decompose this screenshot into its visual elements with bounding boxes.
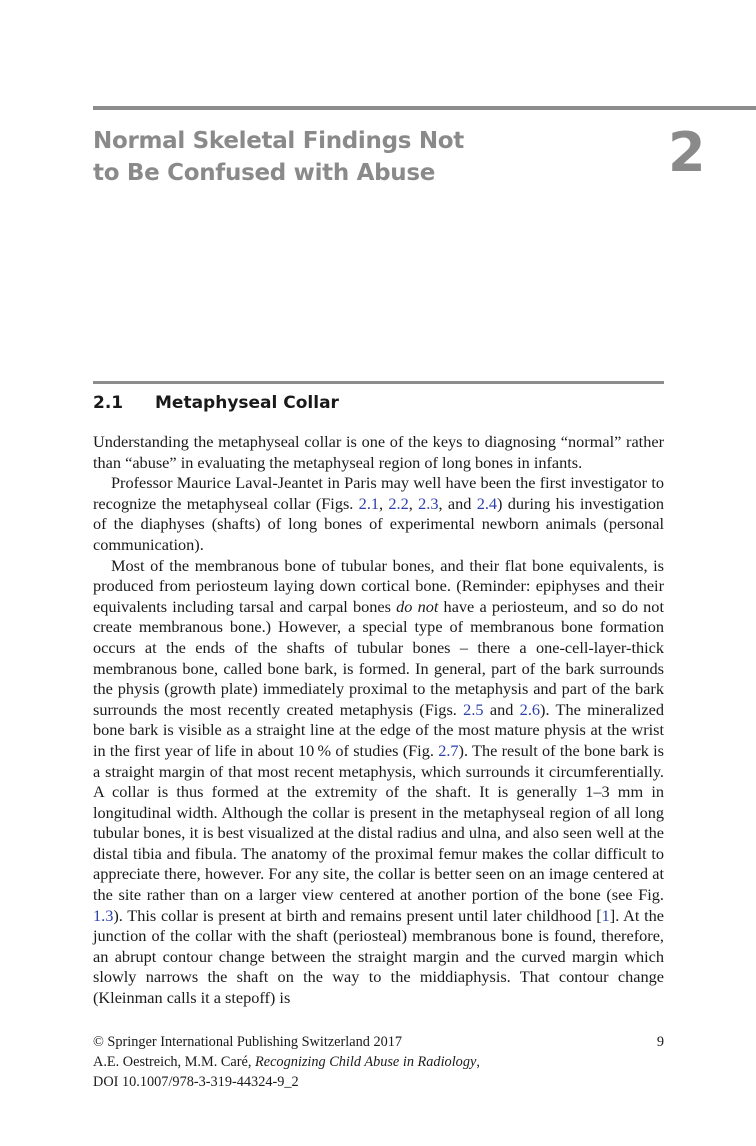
chapter-top-rule (93, 106, 756, 110)
emphasis-text: do not (396, 596, 439, 616)
body-text (93, 432, 664, 1009)
paragraph-1: Understanding the metaphyseal collar is one of the keys to diagnosing “normal” rather than “abuse” in evaluating the metaphyseal region of long bones in infants. (93, 432, 664, 472)
authors: A.E. Oestreich, M.M. Caré, (93, 1054, 255, 1070)
paragraph-text: , (408, 493, 419, 513)
section-title: Metaphyseal Collar (155, 393, 339, 413)
paragraph-text: , and (438, 493, 477, 513)
paragraph-text: ). This collar is present at birth and remains present until later childhood [ (113, 905, 602, 925)
figure-link[interactable]: 2.5 (463, 699, 484, 719)
paragraph-2 (93, 473, 664, 555)
figure-link[interactable]: 2.1 (358, 493, 380, 513)
paragraph-text: ). The result of the bone bark is a straight margin of that most recent metaphysis, which surrounds it circumferentially. A collar is thus formed at the extremity of the shaft. It is generally 1–3 mm in longitudinal width. Although the collar is present in the metaphyseal region of all long tubular bones, it is best visualized at the distal radius and ulna, and also seen well at the distal tibia and fibula. The anatomy of the proximal femur makes the collar difficult to appreciate there, however. For any site, the collar is better seen on an image centered at the site rather than on a larger view centered at another portion of the bone (see Fig. (93, 740, 664, 905)
chapter-number: 2 (668, 121, 706, 184)
paragraph-text: Professor Maurice Laval-Jeantet in Paris may well have been the first investigator to recognize the metaphyseal collar (Figs. (93, 473, 664, 513)
figure-link[interactable]: 2.4 (476, 493, 498, 513)
chapter-title-line-1: Normal Skeletal Findings Not (93, 128, 464, 154)
copyright-footer (93, 1032, 664, 1092)
paragraph-text: have a periosteum, and so do not create membranous bone.) However, a special type of membranous bone formation occurs at the ends of the shafts of tubular bones – there a one-cell-layer-thick membranous bone, called bone bark, is formed. In general, part of the bark surrounds the physis (growth plate) immediately proximal to the metaphysis and part of the bark surrounds the most recently created metaphysis (Figs. (93, 596, 664, 719)
paragraph-text: and (483, 699, 520, 719)
book-title: Recognizing Child Abuse in Radiology (255, 1054, 477, 1070)
paragraph-text: ) during his investigation of the diaphyses (shafts) of long bones of experimental newborn animals (personal communication). (93, 493, 664, 554)
citation-line (93, 1052, 664, 1072)
copyright-line: © Springer International Publishing Switzerland 2017 (93, 1034, 403, 1050)
chapter-title-line-2: to Be Confused with Abuse (93, 160, 436, 186)
doi-line: DOI 10.1007/978-3-319-44324-9_2 (93, 1074, 299, 1090)
figure-link[interactable]: 1.3 (93, 905, 114, 925)
chapter-title (93, 125, 613, 189)
page-number: 9 (656, 1034, 664, 1050)
figure-link[interactable]: 2.3 (418, 493, 439, 513)
paragraph-3 (93, 556, 664, 1009)
figure-link[interactable]: 2.2 (388, 493, 409, 513)
section-heading (93, 390, 664, 416)
citation-link[interactable]: 1 (601, 905, 610, 925)
section-rule (93, 381, 664, 384)
paragraph-text: , (379, 493, 389, 513)
figure-link[interactable]: 2.7 (438, 740, 459, 760)
figure-link[interactable]: 2.6 (519, 699, 541, 719)
paragraph-text: ]. At the junction of the collar with the shaft (periosteal) membranous bone is found, therefore, an abrupt contour change between the straight margin and the curved margin which slowly narrows the shaft on the way to the middiaphysis. That contour change (Kleinman calls it a stepoff) is (93, 905, 664, 1008)
citation-punctuation: , (476, 1054, 480, 1070)
paragraph-text: ). The mineralized bone bark is visible as a straight line at the edge of the most mature physis at the wrist in the first year of life in about 10 % of studies (Fig. (93, 699, 665, 760)
section-number: 2.1 (93, 393, 124, 413)
paragraph-text: Most of the membranous bone of tubular bones, and their flat bone equivalents, is produced from periosteum laying down cortical bone. (Reminder: epiphyses and their equivalents including tarsal and carpal bones (93, 555, 664, 616)
